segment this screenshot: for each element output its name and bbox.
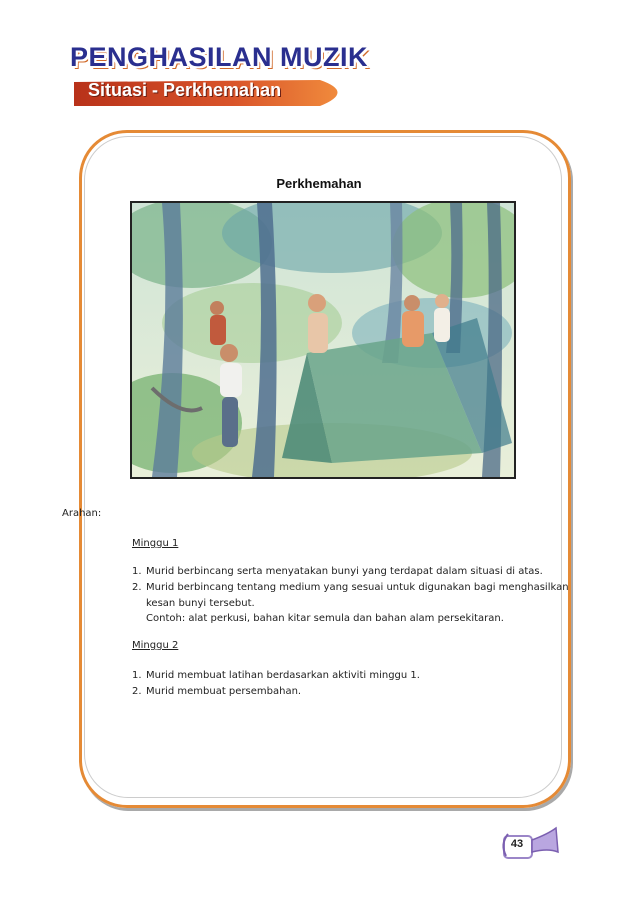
week-1-label: Minggu 1: [132, 538, 179, 549]
list-item-number: 1.: [132, 670, 142, 681]
watercolor-camping-illustration-icon: [132, 203, 514, 477]
list-item-continuation: kesan bunyi tersebut.: [146, 598, 255, 609]
page-subtitle: Situasi - Perkhemahan: [88, 80, 282, 100]
list-item: [132, 582, 569, 593]
list-item-text: Murid berbincang tentang medium yang sesuai untuk digunakan bagi menghasilkan: [146, 582, 569, 593]
instructions-heading: Arahan:: [62, 508, 102, 519]
week-2-label: Minggu 2: [132, 640, 179, 651]
list-item: [132, 670, 420, 681]
list-item-text: Murid membuat latihan berdasarkan aktiviti minggu 1.: [146, 670, 420, 681]
list-item-number: 1.: [132, 566, 142, 577]
list-item: [132, 686, 301, 697]
list-item-example: Contoh: alat perkusi, bahan kitar semula dan bahan alam persekitaran.: [146, 613, 504, 624]
camping-illustration: [130, 201, 516, 479]
page-number: 43: [510, 838, 524, 850]
list-item-text: Murid membuat persembahan.: [146, 686, 302, 697]
list-item-number: 2.: [132, 686, 142, 697]
list-item-text: Murid berbincang serta menyatakan bunyi yang terdapat dalam situasi di atas.: [146, 566, 543, 577]
list-item-number: 2.: [132, 582, 142, 593]
page-title: PENGHASILAN MUZIK: [70, 42, 368, 72]
list-item: [132, 566, 543, 577]
section-title: Perkhemahan: [276, 176, 362, 191]
